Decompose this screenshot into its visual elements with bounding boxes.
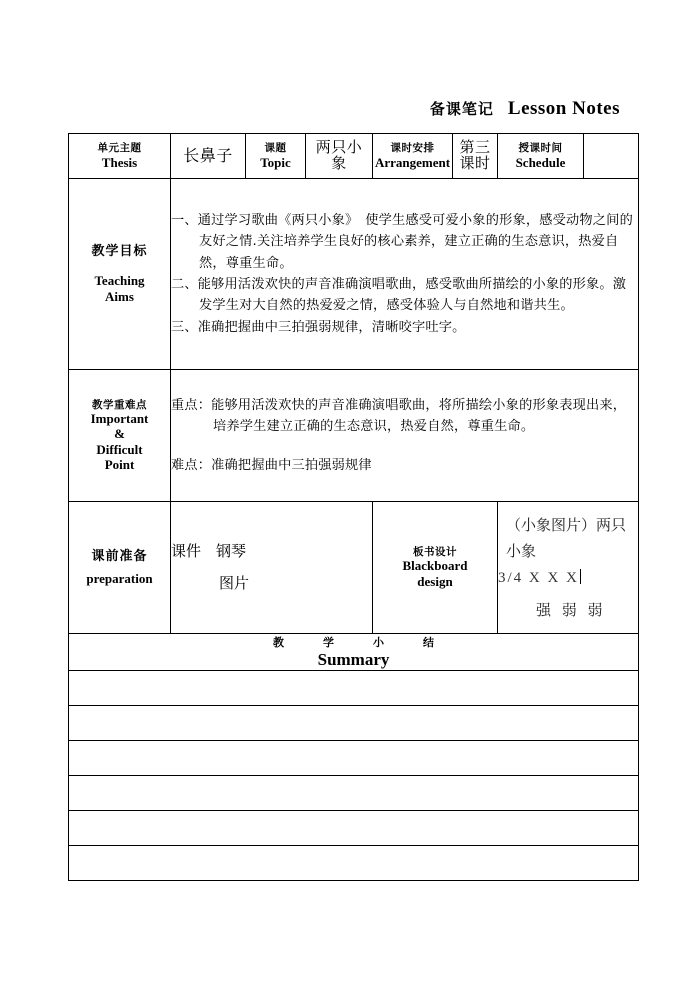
important-difficult-label-en-3: Difficult	[96, 441, 143, 457]
page-title-cn: 备课笔记	[429, 100, 494, 118]
topic-value-line1: 两只小	[315, 138, 363, 157]
important-difficult-label-en-1: Important	[90, 411, 149, 427]
difficult-point-text: 难点：准确把握曲中三拍强弱规律	[171, 457, 372, 473]
table-row-teaching-aims	[69, 179, 639, 370]
summary-blank-cell[interactable]	[69, 706, 639, 741]
blackboard-line-2: 3/4 X X X	[498, 569, 579, 586]
important-point-text: 重点：能够用活泼欢快的声音准确演唱歌曲，将所描绘小象的形象表现出来，培养学生建立正确的生态意识，热爱自然，尊重生命。	[171, 397, 627, 435]
arrangement-label-en: Arrangement	[374, 154, 451, 170]
schedule-label-cn: 授课时间	[518, 142, 563, 155]
preparation-materials-line1: 课件 钢琴	[171, 542, 247, 560]
preparation-label-cn: 课前准备	[91, 548, 148, 564]
cell-arrangement-label	[373, 134, 453, 179]
cell-teaching-aims-label	[69, 179, 171, 370]
topic-label-cn: 课题	[264, 142, 287, 155]
thesis-label-en: Thesis	[101, 154, 138, 170]
summary-blank-row	[69, 741, 639, 776]
page-title	[68, 98, 638, 120]
teaching-aims-label-cn: 教学目标	[91, 244, 148, 259]
cell-important-difficult-label	[69, 370, 171, 502]
cell-blackboard-content[interactable]	[498, 502, 639, 634]
cell-arrangement-value[interactable]	[453, 134, 498, 179]
summary-blank-row	[69, 671, 639, 706]
summary-blank-row	[69, 706, 639, 741]
cell-important-difficult-content[interactable]	[171, 370, 639, 502]
cell-preparation-label	[69, 502, 171, 634]
cell-summary-header	[69, 634, 639, 671]
summary-blank-row	[69, 776, 639, 811]
table-row-preparation	[69, 502, 639, 634]
teaching-aim-item-2: 二、能够用活泼欢快的声音准确演唱歌曲，感受歌曲所描绘的小象的形象。激发学生对大自然的热爱爱之情，感受体验人与自然地和谐共生。	[171, 277, 627, 314]
blackboard-label-en-2: design	[417, 573, 453, 589]
summary-label-cn: 教 学 小 结	[273, 636, 448, 649]
teaching-aim-item-3: 三、准确把握曲中三拍强弱规律，清晰咬字吐字。	[171, 319, 466, 335]
blackboard-line-1: （小象图片）两只小象	[506, 516, 627, 561]
summary-blank-cell[interactable]	[69, 776, 639, 811]
teaching-aims-label-en-1: Teaching	[94, 273, 145, 289]
table-row-thesis	[69, 134, 639, 179]
important-difficult-label-cn: 教学重难点	[92, 398, 147, 411]
preparation-materials-line2: 图片	[219, 573, 250, 592]
summary-blank-cell[interactable]	[69, 811, 639, 846]
preparation-label-en: preparation	[86, 571, 153, 586]
summary-blank-rows	[69, 671, 639, 881]
schedule-label-en: Schedule	[515, 154, 566, 170]
arrangement-label-cn: 课时安排	[390, 142, 435, 155]
cell-topic-label	[246, 134, 306, 179]
table-row-important-difficult	[69, 370, 639, 502]
lesson-notes-table	[68, 133, 639, 881]
arrangement-value-line1: 第三	[459, 138, 491, 157]
summary-blank-cell[interactable]	[69, 846, 639, 881]
blackboard-line-3: 强 弱 弱	[536, 600, 606, 619]
summary-blank-cell[interactable]	[69, 741, 639, 776]
cell-blackboard-label	[373, 502, 498, 634]
teaching-aim-item-1: 一、通过学习歌曲《两只小象》 使学生感受可爱小象的形象，感受动物之间的友好之情.关注培养学生良好的核心素养，建立正确的生态意识，热爱自然，尊重生命。	[171, 212, 633, 271]
teaching-aims-label-en-2: Aims	[105, 288, 134, 304]
cell-schedule-label	[498, 134, 584, 179]
summary-label-en: Summary	[317, 650, 390, 669]
important-difficult-label-en-4: Point	[104, 457, 135, 473]
topic-label-en: Topic	[260, 154, 291, 170]
arrangement-value-line2: 课时	[459, 154, 491, 172]
table-row-summary-header	[69, 634, 639, 671]
summary-blank-row	[69, 846, 639, 881]
text-cursor-icon	[580, 569, 581, 584]
blackboard-label-en-1: Blackboard	[402, 558, 468, 574]
topic-value-line2: 象	[331, 154, 347, 172]
cell-thesis-value[interactable]: 长鼻子	[171, 134, 246, 179]
summary-blank-row	[69, 811, 639, 846]
important-difficult-label-en-2: &	[114, 426, 125, 442]
thesis-label-cn: 单元主题	[97, 142, 142, 155]
cell-thesis-label	[69, 134, 171, 179]
cell-teaching-aims-content[interactable]	[171, 179, 639, 370]
page-title-en: Lesson Notes	[507, 98, 620, 119]
blackboard-label-cn: 板书设计	[413, 545, 457, 558]
cell-schedule-value[interactable]	[584, 134, 639, 179]
summary-blank-cell[interactable]	[69, 671, 639, 706]
cell-preparation-materials[interactable]	[171, 502, 373, 634]
blackboard-line-2-wrap	[498, 565, 638, 591]
cell-topic-value[interactable]	[306, 134, 373, 179]
